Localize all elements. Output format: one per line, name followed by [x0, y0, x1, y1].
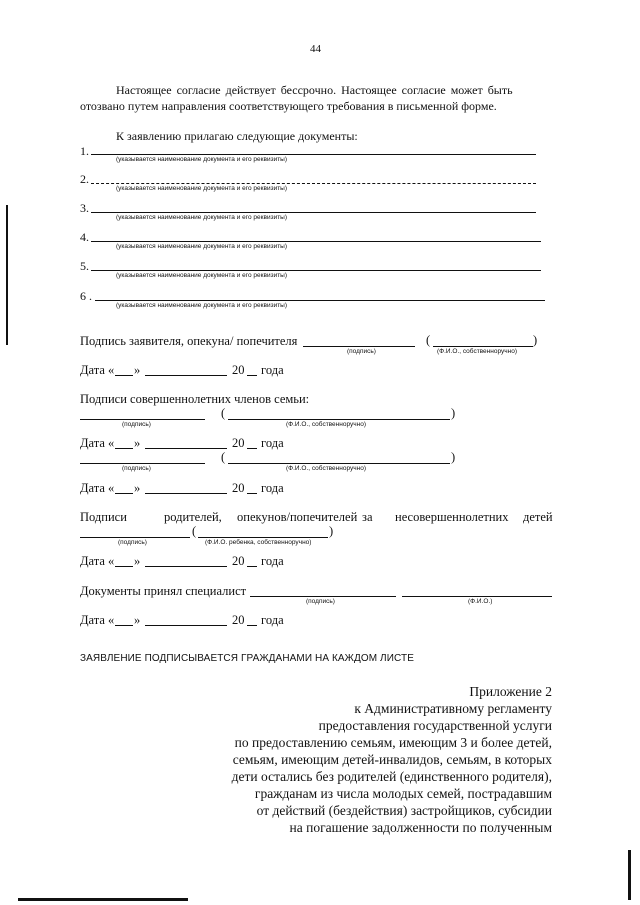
date-suffix: года [261, 436, 284, 450]
close-paren: ) [329, 524, 334, 538]
document-number: 6 . [80, 289, 92, 303]
applicant-signature-hint: (подпись) [347, 348, 376, 355]
specialist-signature-line [250, 596, 396, 597]
date-month-line [145, 625, 227, 626]
open-paren: ( [192, 524, 197, 538]
date-year: 20 [232, 554, 245, 568]
document-field-line [91, 212, 536, 213]
document-hint: (указывается наименование документа и его реквизиты) [116, 214, 288, 221]
appendix-line: предоставления государственной услуги [318, 718, 552, 733]
parent-signature-hint: (подпись) [118, 539, 147, 546]
document-number: 2. [80, 172, 89, 186]
specialist-fio-hint: (Ф.И.О.) [468, 598, 493, 605]
document-hint: (указывается наименование документа и его реквизиты) [116, 272, 288, 279]
date-month-line [145, 448, 227, 449]
specialist-fio-line [402, 596, 552, 597]
date-year: 20 [232, 436, 245, 450]
date-close-quote: » [134, 613, 141, 627]
date-suffix: года [261, 554, 284, 568]
open-paren: ( [221, 450, 226, 464]
applicant-signature-label: Подпись заявителя, опекуна/ попечителя [80, 334, 298, 348]
member-fio-line [228, 419, 450, 420]
open-paren: ( [221, 406, 226, 420]
appendix-line: дети остались без родителей (единственного родителя), [231, 769, 552, 784]
document-hint: (указывается наименование документа и его реквизиты) [116, 302, 288, 309]
parents-word: родителей, [164, 510, 222, 524]
document-field-line [95, 300, 545, 301]
consent-line-1: Настоящее согласие действует бессрочно. Настоящее согласие может быть [116, 83, 513, 97]
date-year-line [247, 625, 257, 626]
member-fio-hint: (Ф.И.О., собственноручно) [286, 465, 367, 472]
date-day-line [115, 625, 133, 626]
document-number: 1. [80, 144, 89, 158]
date-prefix: Дата « [80, 436, 115, 450]
parents-word: опекунов/попечителей [237, 510, 358, 524]
member-signature-hint: (подпись) [122, 465, 151, 472]
specialist-signature-hint: (подпись) [306, 598, 335, 605]
scan-mark-bottom [18, 898, 188, 901]
parents-word: Подписи [80, 510, 127, 524]
applicant-fio-line [433, 346, 533, 347]
date-year-line [247, 566, 257, 567]
date-year-line [247, 448, 257, 449]
date-close-quote: » [134, 436, 141, 450]
document-number: 4. [80, 230, 89, 244]
page-number: 44 [310, 43, 321, 55]
appendix-line: к Административному регламенту [354, 701, 552, 716]
parents-word: за [362, 510, 373, 524]
scan-mark-right [628, 850, 631, 900]
date-month-line [145, 493, 227, 494]
date-day-line [115, 493, 133, 494]
parents-word: несовершеннолетних [395, 510, 509, 524]
date-close-quote: » [134, 554, 141, 568]
date-year-line [247, 375, 257, 376]
close-paren: ) [533, 333, 538, 347]
date-prefix: Дата « [80, 481, 115, 495]
member-fio-line [228, 463, 450, 464]
consent-line-2: отозвано путем направления соответствующего требования в письменной форме. [80, 99, 497, 113]
child-fio-hint: (Ф.И.О. ребенка, собственноручно) [205, 539, 312, 546]
appendix-line: на погашение задолженности по полученным [289, 820, 552, 835]
date-day-line [115, 448, 133, 449]
date-close-quote: » [134, 481, 141, 495]
date-close-quote: » [134, 363, 141, 377]
appendix-line: от действий (бездействия) застройщиков, субсидии [256, 803, 552, 818]
close-paren: ) [451, 450, 456, 464]
date-day-line [115, 375, 133, 376]
document-field-line [91, 270, 541, 271]
parent-signature-line [80, 537, 190, 538]
document-hint: (указывается наименование документа и его реквизиты) [116, 185, 288, 192]
document-number: 5. [80, 259, 89, 273]
documents-intro: К заявлению прилагаю следующие документы: [116, 129, 358, 143]
appendix-title: Приложение 2 [469, 684, 552, 699]
adult-members-label: Подписи совершеннолетних членов семьи: [80, 392, 310, 406]
date-year: 20 [232, 481, 245, 495]
date-year: 20 [232, 363, 245, 377]
appendix-line: семьям, имеющим детей-инвалидов, семьям, в которых [232, 752, 552, 767]
date-year-line [247, 493, 257, 494]
document-number: 3. [80, 201, 89, 215]
member-fio-hint: (Ф.И.О., собственноручно) [286, 421, 367, 428]
appendix-line: гражданам из числа молодых семей, пострадавшим [254, 786, 552, 801]
date-suffix: года [261, 363, 284, 377]
date-month-line [145, 375, 227, 376]
member-signature-line [80, 419, 205, 420]
close-paren: ) [451, 406, 456, 420]
signature-notice: ЗАЯВЛЕНИЕ ПОДПИСЫВАЕТСЯ ГРАЖДАНАМИ НА КАЖДОМ ЛИСТЕ [80, 653, 414, 664]
applicant-fio-hint: (Ф.И.О., собственноручно) [437, 348, 518, 355]
date-suffix: года [261, 613, 284, 627]
member-signature-line [80, 463, 205, 464]
document-hint: (указывается наименование документа и его реквизиты) [116, 243, 288, 250]
date-prefix: Дата « [80, 363, 115, 377]
appendix-line: по предоставлению семьям, имеющим 3 и более детей, [234, 735, 552, 750]
date-month-line [145, 566, 227, 567]
applicant-signature-line [303, 346, 415, 347]
scan-mark-left [6, 205, 8, 345]
date-prefix: Дата « [80, 613, 115, 627]
date-suffix: года [261, 481, 284, 495]
date-day-line [115, 566, 133, 567]
document-hint: (указывается наименование документа и его реквизиты) [116, 156, 288, 163]
date-prefix: Дата « [80, 554, 115, 568]
member-signature-hint: (подпись) [122, 421, 151, 428]
document-field-line [91, 183, 536, 184]
parents-word: детей [523, 510, 553, 524]
document-field-line [91, 154, 536, 155]
date-year: 20 [232, 613, 245, 627]
document-field-line [91, 241, 541, 242]
specialist-label: Документы принял специалист [80, 584, 247, 598]
child-fio-line [198, 537, 328, 538]
open-paren: ( [426, 333, 431, 347]
